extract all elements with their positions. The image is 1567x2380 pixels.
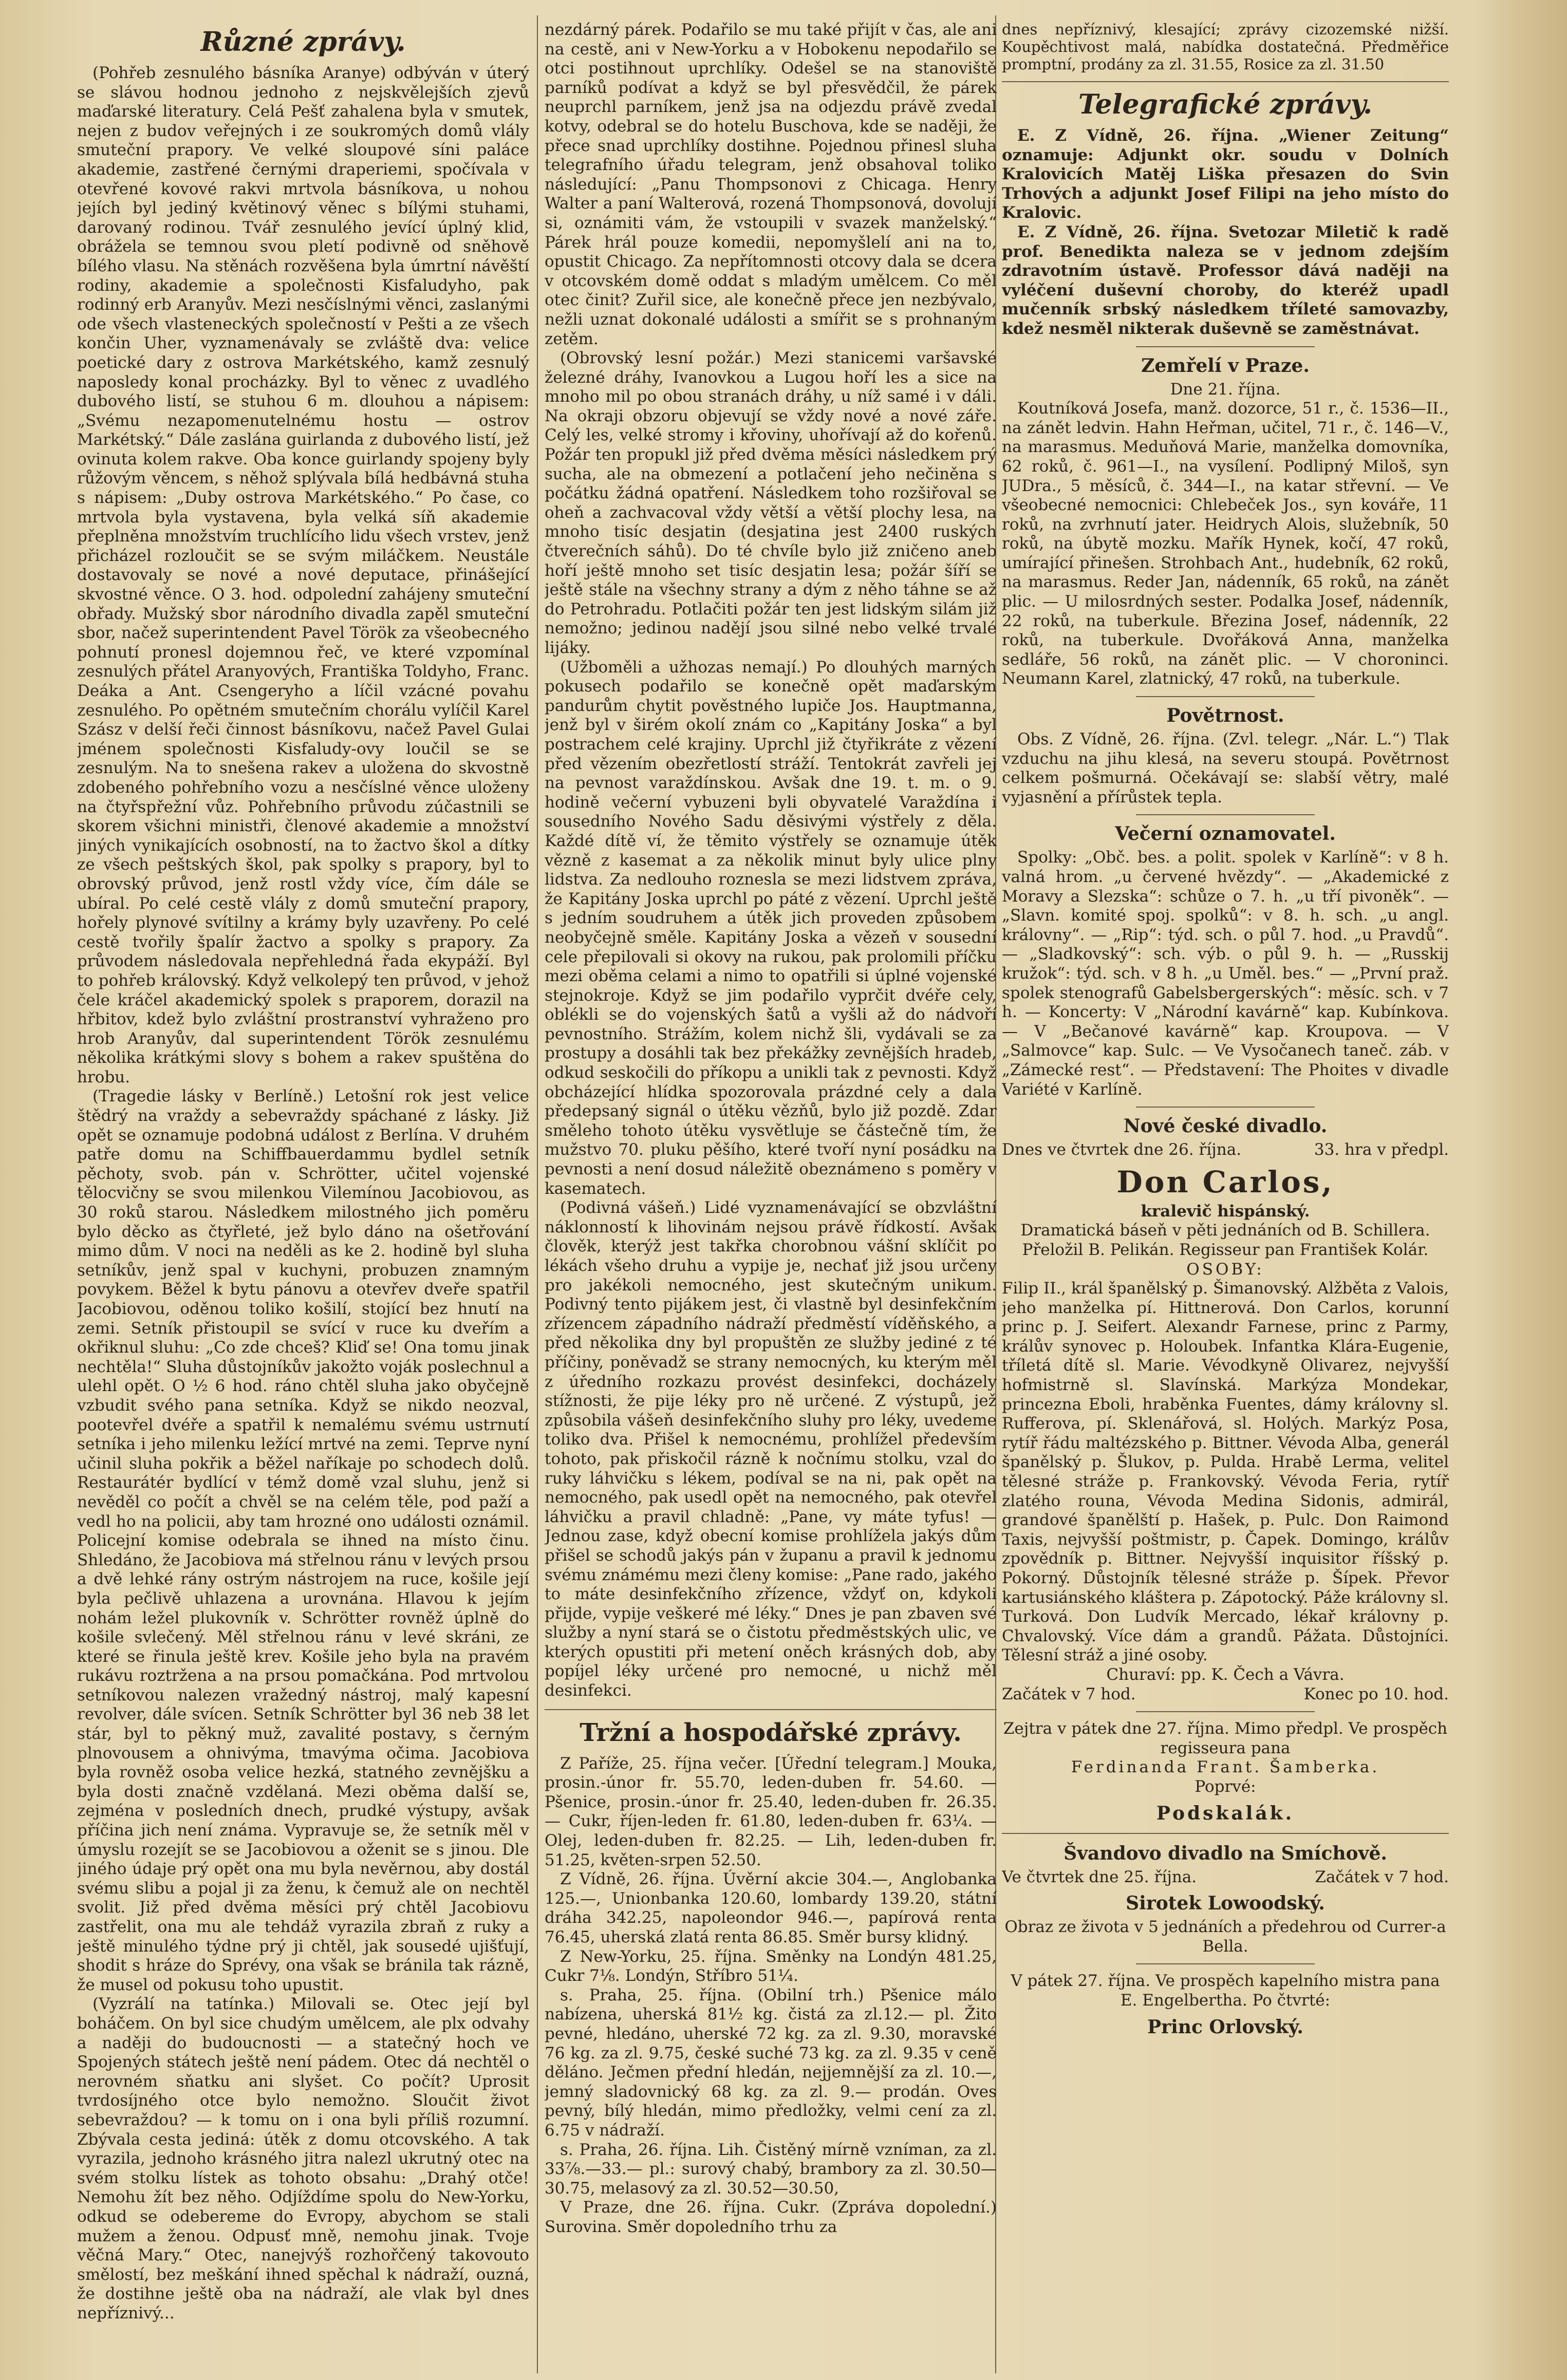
section-heading-deaths: Zemřelí v Praze. [1141,354,1310,377]
divider [1136,346,1315,347]
section-heading-ruzne-zpravy: Různé zprávy. [200,26,406,58]
page-edge-shadow [1475,0,1567,2380]
divider [1136,1963,1315,1964]
play-podskalak: Podskalák. [1156,1802,1295,1824]
article-father: (Vyzrálí na tatínka.) Milovali se. Otec její byl boháčem. On byl sice chudým umělcem, ale plx odvahy a naději do budoucnosti — a statečný hoch ve Spojených státech ještě není pádem. Otec dá nechtěl o nerovném sňatku ani slyšet. Co počít? Uprosit tvrdosíjného otce bylo nemožno. Sloučit život sebevraždou? — k tomu on i ona byli příliš rozumní. Zbývala cesta jediná: útěk z domu otcovského. A tak vyrazila, jednoho krásného jitra nalezl ukrutný otec na svém stolku lístek as tohoto obsahu: „Drahý otče! Nemohu žít bez něho. Odjíždíme spolu do New-Yorku, odkud se odebereme do Evropy, abychom se stali mužem a ženou. Odpusť mně, nemohu jinak. Tvoje věčná Mary.“ Otec, nanejvýš rozhořčený takovouto smělostí, bez meškání ihned spěchal k nádraží, ouzná, že dostihne ještě oba na nádraží, ale vlak byl dnes nepříznivý... [77,1995,529,2322]
section-heading-smichov: Švandovo divadlo na Smíchově. [1064,1842,1387,1864]
market-praha-sugar: V Praze, dne 26. října. Cukr. (Zpráva dopolední.) Surovina. Směr dopoledního trhu za [545,2198,997,2236]
column-1 [77,21,529,2368]
tomorrow-line: Zejtra v pátek dne 27. října. Mimo předpl. Ve prospěch regisseura pana [1003,1719,1448,1757]
play-sirotek: Sirotek Lowoodský. [1126,1892,1325,1915]
play-subtitle: kralevič hispánský. [1141,1202,1310,1221]
start-time: Začátek v 7 hod. [1002,1684,1136,1703]
sugar-report-cont: dnes nepříznivý, klesající; zprávy cizozemské nižší. Koupěchtivost malá, nabídka dostatečná. Předměřice promptní, prodány za zl. 31.55, Rosice za zl. 31.50 [1002,21,1449,73]
play-title: Don Carlos, [1116,1164,1334,1200]
market-vienna: Z Vídně, 26. října. Úvěrní akcie 304.—, Anglobanka 125.—, Unionbanka 120.60, lombardy 139.20, státní dráha 342.25, napoleondor 946.—, papírová renta 76.45, uherská zlatá renta 86.85. Směr bursy klidný. [545,1870,997,1946]
telegram-2: E. Z Vídně, 26. října. Svetozar Miletič k radě prof. Benedikta naleza se v jednom zdejším zdravotním ústavě. Professor dává naději na vyléčení duševní choroby, do kteréž upadl mučenník srbský následkem tříleté samovazby, kdež nesměl nikterak duševně se zaměstnávat. [1002,222,1449,338]
section-heading-weather: Povětrnost. [1166,705,1284,727]
column-2 [545,21,997,2368]
end-time: Konec po 10. hod. [1303,1684,1449,1703]
play-info: Dramatická báseň v pěti jednáních od B. Schillera. Přeložil B. Pelikán. Regisseur pan František Kolár. [1020,1221,1430,1259]
section-heading-market: Tržní a hospodářské zprávy. [580,1718,962,1747]
smichov-date: Ve čtvrtek dne 25. října. [1002,1867,1197,1886]
divider [1136,1711,1315,1712]
sirotek-info: Obraz ze života v 5 jednáních a předehrou od Currer-a Bella. [1004,1918,1446,1956]
market-paris: Z Paříže, 25. října večer. [Úřední telegram.] Mouka, prosin.-únor fr. 55.70, leden-duben fr. 54.60. — Pšenice, prosin.-únor fr. 25.40, leden-duben fr. 26.35. — Cukr, říjen-leden fr. 61.80, leden-duben fr. 63¼. — Olej, leden-duben fr. 82.25. — Lih, leden-duben fr. 51.25, květen-srpen 52.50. [545,1754,997,1869]
divider [1002,81,1449,82]
market-praha-grain: s. Praha, 25. října. (Obilní trh.) Pšenice málo nabízena, uherská 81½ kg. čistá za zl.12.— pl. Žito pevné, hledáno, uherské 72 kg. za zl. 9.30, moravské 76 kg. za zl. 9.75, české suché 73 kg. za zl. 9.35 v ceně děláno. Ječmen přední hledán, nejjemnější za zl. 10.—, jemný sladovnický 68 kg. za zl. 9.— prodán. Oves pevný, bílý hledán, mimo předložky, velmi cení za zl. 6.75 v nádraží. [545,1985,997,2140]
telegram-1: E. Z Vídně, 26. října. „Wiener Zeitung“ oznamuje: Adjunkt okr. soudu v Dolních Kralovicích Matěj Liška přesazen do Svin Trhových a adjunkt Josef Filipi na jeho místo do Kralovic. [1002,126,1449,222]
article-aranyi-funeral: (Pohřeb zesnulého básníka Aranye) odbýván v úterý se slávou hodnou jednoho z nejskvělejších zjevů maďarské literatury. Celá Pešť zahalena byla v smutek, nejen z budov veřejných i ze soukromých domů vlály smuteční prapory. Ve velké sloupové síni paláce akademie, zastřené černými draperiemi, spočívala v otevřené kovové rakvi mrtvola básníkova, u nohou jejích byl jediný květinový věnec s bílými stuhami, darovaný rodinou. Tvář zesnulého jevící úplný klid, obrážela se temnou svou pletí podivně od sněhově bílého vlasu. Na stěnách rozvěšena byla úmrtní návěští rodiny, akademie a společnosti Kisfaludyho, pak rodinný erb Aranyův. Mezi nesčíslnými věnci, zaslanými ode všech vlasteneckých společností v Pešti a ze všech končin Uher, vyznamenávaly se zvláště dva: velice poetické dary z ostrova Markétského, kamž zesnulý naposledy konal procházky. Byl to věnec z uvadlého dubového listí, se stuhou 6 m. dlouhou a nápisem: „Svému nezapomenutelnému hostu — ostrov Markétský.“ Dále zaslána guirlanda z dubového listí, jež ovinuta kolem rakve. Oba konce guirlandy spojeny byly růžovým věncem, s něhož splývala bílá hedbávná stuha s nápisem: „Duby ostrova Markétského.“ Po čase, co mrtvola byla vystavena, byla velká síň akademie přeplněna množstvím truchlícího lidu všech vrstev, jenž přicházel rozloučit se se svým miláčkem. Neustále dostavovaly se nové a nové deputace, přinášející skvostné věnce. O 3. hod. odpolední zahájeny smuteční obřady. Mužský sbor národního divadla zapěl smuteční sbor, načež superintendent Pavel Török za všeobecného pohnutí pronesl dojemnou řeč, ve které vzpomínal zesnulých přátel Aranyových, Františka Toldyho, Franc. Deáka a Ant. Csengeryho a líčil vzácné povahu zesnulého. Po opětném smutečním chorálu vylíčil Karel Szász v delší řeči činnost básníkovu, načež Pavel Gulai jménem společnosti Kisfaludy-ovy loučil se se zesnulým. Na to snešena rakev a uložena do skvostně zdobeného pohřebního vozu a nesčíslné věnce uloženy na čtyřspřežní vůz. Pohřebního průvodu zúčastnili se skorem všichni ministři, členové akademie a množství jiných vynikajících osobností, na to žactvo škol a dítky ze všech peštských škol, pak spolky s prapory, byl to obrovský průvod, jenž rostl vždy více, čím dále se ubíral. Po celé cestě vlály z domů smuteční prapory, hořely plynové svítilny a krámy byly uzavřeny. Po celé cestě tvořily špalír žactvo a spolky s prapory. Za průvodem následovala nepřehledná řada ekypáží. Byl to pohřeb královský. Když velkolepý ten průvod, v jehož čele kráčel akademický spolek s praporem, dorazil na hřbitov, kdež bylo zvláštní prostranství vyhraženo pro hrob Aranyův, dal superintendent Török zesnulému několika krátkými slovy s bohem a rakev spuštěna do hrobu. [77,64,529,1086]
friday-line: V pátek 27. října. Ve prospěch kapelního mistra pana E. Engelbertha. Po čtvrté: [1011,1972,1440,2010]
column-divider [537,15,538,2373]
divider [1136,696,1315,697]
divider [1136,814,1315,815]
play-princ: Princ Orlovský. [1147,2016,1303,2038]
benefit-name: Ferdinanda Frant. Šamberka. [1071,1758,1380,1777]
theatre-date: Dnes ve čtvrtek dne 26. října. [1002,1140,1242,1159]
smichov-start: Začátek v 7 hod. [1315,1867,1449,1886]
article-father-cont: nezdárný párek. Podařilo se mu také přijít v čas, ale ani na cestě, ani v New-Yorku a v Hobokenu nepodařilo se otci postihnout uprchlíky. Odešel se na stanoviště parníků podívat a když se byl přesvědčil, že párek neuprchl parníkem, jenž jsa na odjezdu právě zvedal kotvy, odebral se do hotelu Buschova, kde se naději, že přece snad uprchlíky dostihne. Pojednou přinesl sluha telegrafního úřadu telegram, jenž obsahoval toliko následující: „Panu Thompsonovi z Chicaga. Henry Walter a paní Walterová, rozená Thompsonová, dovolují si, oznámiti vám, že vstoupili v svazek manželský.“ Párek hrál pouze komedii, nepomyšlelí ani na to, opustit Chicago. Za nepřítomnosti otcovy dala se dcera v otcovském domě oddat s mladým umělcem. Co měl otec činit? Zuřil sice, ale konečně přece jen nezbývalo, nežli uznat dokonalé události a smířit se s prohnaným zetěm. [545,21,997,348]
sick-actors: Churaví: pp. K. Čech a Vávra. [1106,1665,1345,1684]
cast-heading: OSOBY: [1186,1260,1264,1279]
divider [1002,1833,1449,1834]
market-newyork: Z New-Yorku, 25. října. Směnky na Londýn 481.25, Cukr 7⅛. Londýn, Stříbro 51¼. [545,1947,997,1985]
article-berlin-tragedy: (Tragedie lásky v Berlíně.) Letošní rok jest velice štědrý na vraždy a sebevraždy spáchané z lásky. Již opět se oznamuje podobná událost z Berlína. V druhém patře domu na Schiffbauerdammu bydlel setník pěchoty, svob. pán v. Schrötter, učitel vojenské tělocvičny se svou milenkou Vilemínou Jacobiovou, as 30 roků starou. Následkem milostného jich poměru bylo děcko as čtyřleté, jež bylo dáno na ošetřování mimo dům. V noci na neděli as ke 2. hodině byl sluha setníkův, jenž spal v kuchyni, probuzen znamným povykem. Běžel k bytu pánovu a otevřev dveře spatřil Jacobiovou, oděnou toliko košilí, stojící bez hnutí na zemi. Setník přistoupil se svící v ruce ku dveřím a okřiknul sluhu: „Co zde chceš? Kliď se! Ona tomu jinak nechtěla!“ Sluha důstojníkův jakožto voják poslechnul a ulehl opět. O ½ 6 hod. ráno chtěl sluha jako obyčejně vzbudit svého pana setníka. Když se nikdo neozval, pootevřel dvéře a spatřil k nemalému svému ustrnutí setníka i jeho milenku ležící mrtvé na zemi. Teprve nyní učinil sluha pokřik a běžel naříkaje po schodech dolů. Restaurátér bydlící v témž domě vzal sluhu, jenž si nevěděl co počít a chvěl se na celém těle, pod paží a vedl ho na policii, aby tam hrozné ono události oznámil. Policejní komise odebrala se ihned na místo činu. Shledáno, že Jacobiova má střelnou ránu v levých prsou a dvě lehké rány ostrým nástrojem na ruce, košile její byla pečlivě uhlazena a urovnána. Hlavou k jejím nohám ležel plukovník v. Schrötter rovněž úplně do košile svlečený. Měl střelnou ránu v levé skráni, ze které se řinula ještě krev. Košile jeho byla na pravém rukávu roztržena a na prsou pomačkána. Pod mrtvolou setníkovou nalezen vražedný nástroj, malý kapesní revolver, dále svícen. Setník Schrötter byl 36 neb 38 let stár, byl to pěkný muž, zavalité postavy, s černým plnovousem a ohnivýma, tmavýma očima. Jacobiova byla rovněž osoba velice hezká, statného zevnějšku a byla dosti značně vzdělaná. Mezi oběma další se, zejména v posledních dnech, prudké výstupy, avšak příčina jich není známa. Vypravuje se, že setník měl v úmyslu rozejít se se Jacobiovou a oženit se s jinou. Dle jiného údaje prý opět ona mu byla nevěrnou, aby dostál svému slibu a pojal ji za ženu, k čemuž ale on nechtěl svolit. Již před dvěma měsíci prý chtěl Jacobiovu zastřelit, ona mu ale tehdáž vyrazila zbraň z ruky a ještě minulého týdne prý ji chtěl, jak sousedé ujišťují, shodit s hráze do Sprévy, ona však se bránila tak rázně, že musel od pokusu toho upustit. [77,1087,529,1994]
weather-report: Obs. Z Vídně, 26. října. (Zvl. telegr. „Nár. L.“) Tlak vzduchu na jihu klesá, na severu stoupá. Povětrnost celkem pošmurná. Očekávají se: slabší větry, malé vyjasnění a přírůstek tepla. [1002,730,1449,807]
divider [545,1709,997,1710]
article-escape: (Užboměli a užhozas nemají.) Po dlouhých marných pokusech podařilo se konečně opět maďarským pandurům chytit pověstného lupiče Jos. Hauptmanna, jenž byl v širém okolí znám co „Kapitány Joska“ a byl postrachem celé krajiny. Uprchl již čtyřikráte z vězení před vězením obezřetlostí stráží. Tentokrát zavřeli jej na pevnost varaždínskou. Avšak dne 19. t. m. o 9. hodině večerní vybuzeni byli obyvatelé Varaždína i sousedního Nového Sadu děsivými výstřely z děla. Každé dítě ví, že těmito výstřely se oznamuje útěk vězně z kasemat a za několik minut byly ulice plny lidstva. Za nedlouho roznesla se mezi lidstvem zpráva, že Kapitány Joska uprchl po páté z vězení. Uprchl ještě s jedním soudruhem a útěk jich proveden způsobem neobyčejně směle. Kapitány Joska a vězeň v sousední cele přepilovali si okovy na rukou, pak prolomili příčku mezi oběma celami a nimo to opatřili si úplné vojenské stejnokroje. Když se jim podařilo vyprčit dvéře cely, oblékli se do vojenských šatů a vyšli až do nádvoří pevnostního. Strážím, kolem nichž šli, vydávali se za prostupy a dosáhli tak bez překážky zevnějších hradeb, odkud seskočili do příkopu a unikli tak z pevnosti. Když obcházející hlídka spozorovala prázdné cely a dala předepsaný signál o útěku vězňů, bylo již pozdě. Zdar směleho tohoto útěku vysvětluje se částečně tím, že mužstvo 70. pluku pěšího, které tvoří nyní posádku na pevnosti a není dosud náležitě obeznámeno s poměry v kasematech. [545,658,997,1198]
theatre-date-row [1002,1140,1449,1160]
article-forest-fire: (Obrovský lesní požár.) Mezi stanicemi varšavské železné dráhy, Ivanovkou a Lugou hoří les a sice na mnoho mil po obou stranách dráhy, u níž samé i v dáli. Na okraji obzoru objevují se vždy nové a nové záře. Celý les, velké stromy i křoviny, uhořívají až do kořenů. Požár ten propukl již před dvěma měsíci následkem prý sucha, ale na obmezení a potlačení jeho nečiněna s počátku žádná opatření. Následkem toho rozšiřoval se oheň a zachvacoval vždy větší a větší plochy lesa, na mnoho tisíc desjatin (desjatina jest 2400 ruských čtverečních sáhů). Do té chvíle bylo již zničeno aneb hoří ještě mnoho set tisíc desjatin lesa; požár šíří se ještě stále na všechny strany a dým z něho táhne se až do Petrohradu. Potlačiti požár ten jest lidským silám již nemožno; jedinou nadějí jsou silné nebo velké trvalé lijáky. [545,349,997,657]
start-end-row [1002,1685,1449,1704]
section-heading-theatre: Nové české divadlo. [1123,1115,1328,1137]
section-heading-evening: Večerní oznamovatel. [1115,823,1336,845]
theatre-subscription: 33. hra v předpl. [1314,1140,1449,1159]
first-time: Poprvé: [1195,1777,1256,1796]
smichov-date-row [1002,1868,1449,1887]
section-heading-telegrams: Telegrafické zprávy. [1078,89,1373,120]
deaths-date: Dne 21. října. [1170,380,1281,399]
market-praha-spirit: s. Praha, 26. října. Lih. Čistěný mírně vzníman, za zl. 33⅞.—33.— pl.: surový chabý, brambory za zl. 30.50—30.75, melasový za zl. 30.52—30.50, [545,2140,997,2198]
deaths-list: Koutníková Josefa, manž. dozorce, 51 r., č. 1536—II., na zánět ledvin. Hahn Heřman, učitel, 71 r., č. 146—V., na marasmus. Meduňová Marie, manželka domovníka, 62 roků, č. 961—I., na vysílení. Podlipný Miloš, syn JUDra., 5 měsíců, č. 344—I., na katar střevní. — Ve všeobecné nemocnici: Chlebeček Jos., syn kováře, 11 roků, na zvrhnutí jater. Heidrych Alois, služebník, 50 roků, na úbytě mozku. Mařík Hynek, kočí, 47 roků, umírající přinešen. Strohbach Ant., hudebník, 62 roků, na marasmus. Reder Jan, nádenník, 65 roků, na zánět plic. — U milosrdných sester. Podalka Josef, nádenník, 22 roků, na tuberkule. Březina Josef, nádenník, 22 roků, na tuberkule. Dvořáková Anna, manželka sedláře, 56 roků, na zánět plic. — V choroninci. Neumann Karel, zlatnický, 47 roků, na tuberkule. [1002,399,1449,688]
cast-list: Filip II., král španělský p. Šimanovský. Alžběta z Valois, jeho manželka pí. Hittnerová. Don Carlos, korunní princ p. J. Seifert. Alexandr Farnese, princ z Parmy, králův synovec p. Holoubek. Infantka Klára-Eugenie, tříletá dítě sl. Marie. Vévodkyně Olivarez, nejvyšší hofmistrně sl. Slavínská. Markýza Mondekar, princezna Eboli, hraběnka Fuentes, dámy královny sl. Rufferova, pí. Sklenářová, sl. Holých. Markýz Posa, rytíř řádu maltézského p. Bittner. Vévoda Alba, generál španělský p. Šlukov, p. Pulda. Hrabě Lerma, velitel tělesné stráže p. Frankovský. Vévoda Feria, rytíř zlatého rouna, Vévoda Medina Sidonis, admirál, grandové španělští p. Hašek, p. Pulc. Don Raimond Taxis, nejvyšší poštmistr, p. Čapek. Domingo, králův zpovědník p. Bittner. Nejvyšší inquisitor říšský p. Pokorný. Důstojník tělesné stráže p. Šípek. Převor kartusiánského kláštera p. Zápotocký. Páže královny sl. Turková. Don Ludvík Mercado, lékař královny p. Chvalovský. Více dám a grandů. Pážata. Důstojníci. Tělesní stráž a jiné osoby. [1002,1279,1449,1665]
evening-listing: Spolky: „Obč. bes. a polit. spolek v Karlíně“: v 8 h. valná hrom. „u červené hvězdy“. — „Akademické z Moravy a Slezska“: schůze o 7. h. „u tří pivoněk“. — „Slavn. komité spoj. spolků“: v 8. h. sch. „u angl. královny“. — „Rip“: týd. sch. o půl 7. hod. „u Pravdů“. — „Sladkovský“: sch. výb. o půl 9. h. — „Russkij kružok“: týd. sch. v 8 h. „u Uměl. bes.“ — „První praž. spolek stenografů Gabelsbergerských“: měsíc. sch. v 7 h. — Koncerty: V „Národní kavárně“ kap. Kubínkova. — V „Bečanové kavárně“ kap. Kroupova. — V „Salmovce“ kap. Sulc. — Ve Vysočanech taneč. záb. v „Zámecké rest“. — Představení: The Phoites v divadle Variété v Karlíně. [1002,848,1449,1099]
column-3 [1002,21,1449,2368]
divider [1136,1107,1315,1108]
article-strange-passion: (Podivná vášeň.) Lidé vyznamenávající se obzvláštní náklonností k lihovinám nejsou právě řídkostí. Avšak člověk, kterýž jest takřka chorobnou vášní sklíčit po lékách všeho druhu a vypije je, nechať již jsou určeny pro jakékoli nemocného, jest skutečným unikum. Podivný tento pijákem jest, či vlastně byl desinfekčním zřízencem západního nádraží předměstí víděňského, a před několika dny byl propuštěn ze služby jediné z té příčiny, poněvadž se strany nemocných, ku kterým měl z úředního rozkazu provést desinfekci, docházely stížnosti, že pije léky pro ně určené. Z výstupů, jež způsobila vášeň desinfekčního sluhy pro léky, uvedeme toliko dva. Přišel k nemocnému, prohlížel především tohoto, pak přiskočil rázně k nočnímu stolku, vzal do ruky láhvičku s lékem, podíval se na ni, pak opět na nemocného, pak usedl opět na nemocného, pak otevřel láhvičku a pravil chladně: „Pane, vy máte tyfus! — Jednou zase, když obecní komise prohlížela jakýs dům přišel se schodů jakýs pán v županu a pravil k jednomu svému známému mezi členy komise: „Pane rado, jakého to máte desinfekčního zřízence, vždyť on, kdykoli přijde, vypije veškeré mé léky.“ Dnes je pan zbaven své služby a nyní stará se o čistotu předměstských ulic, ve kterých opustiti při metení oněch krásných dob, aby popíjel léky určené pro nemocné, u nichž měl desinfekci. [545,1198,997,1700]
